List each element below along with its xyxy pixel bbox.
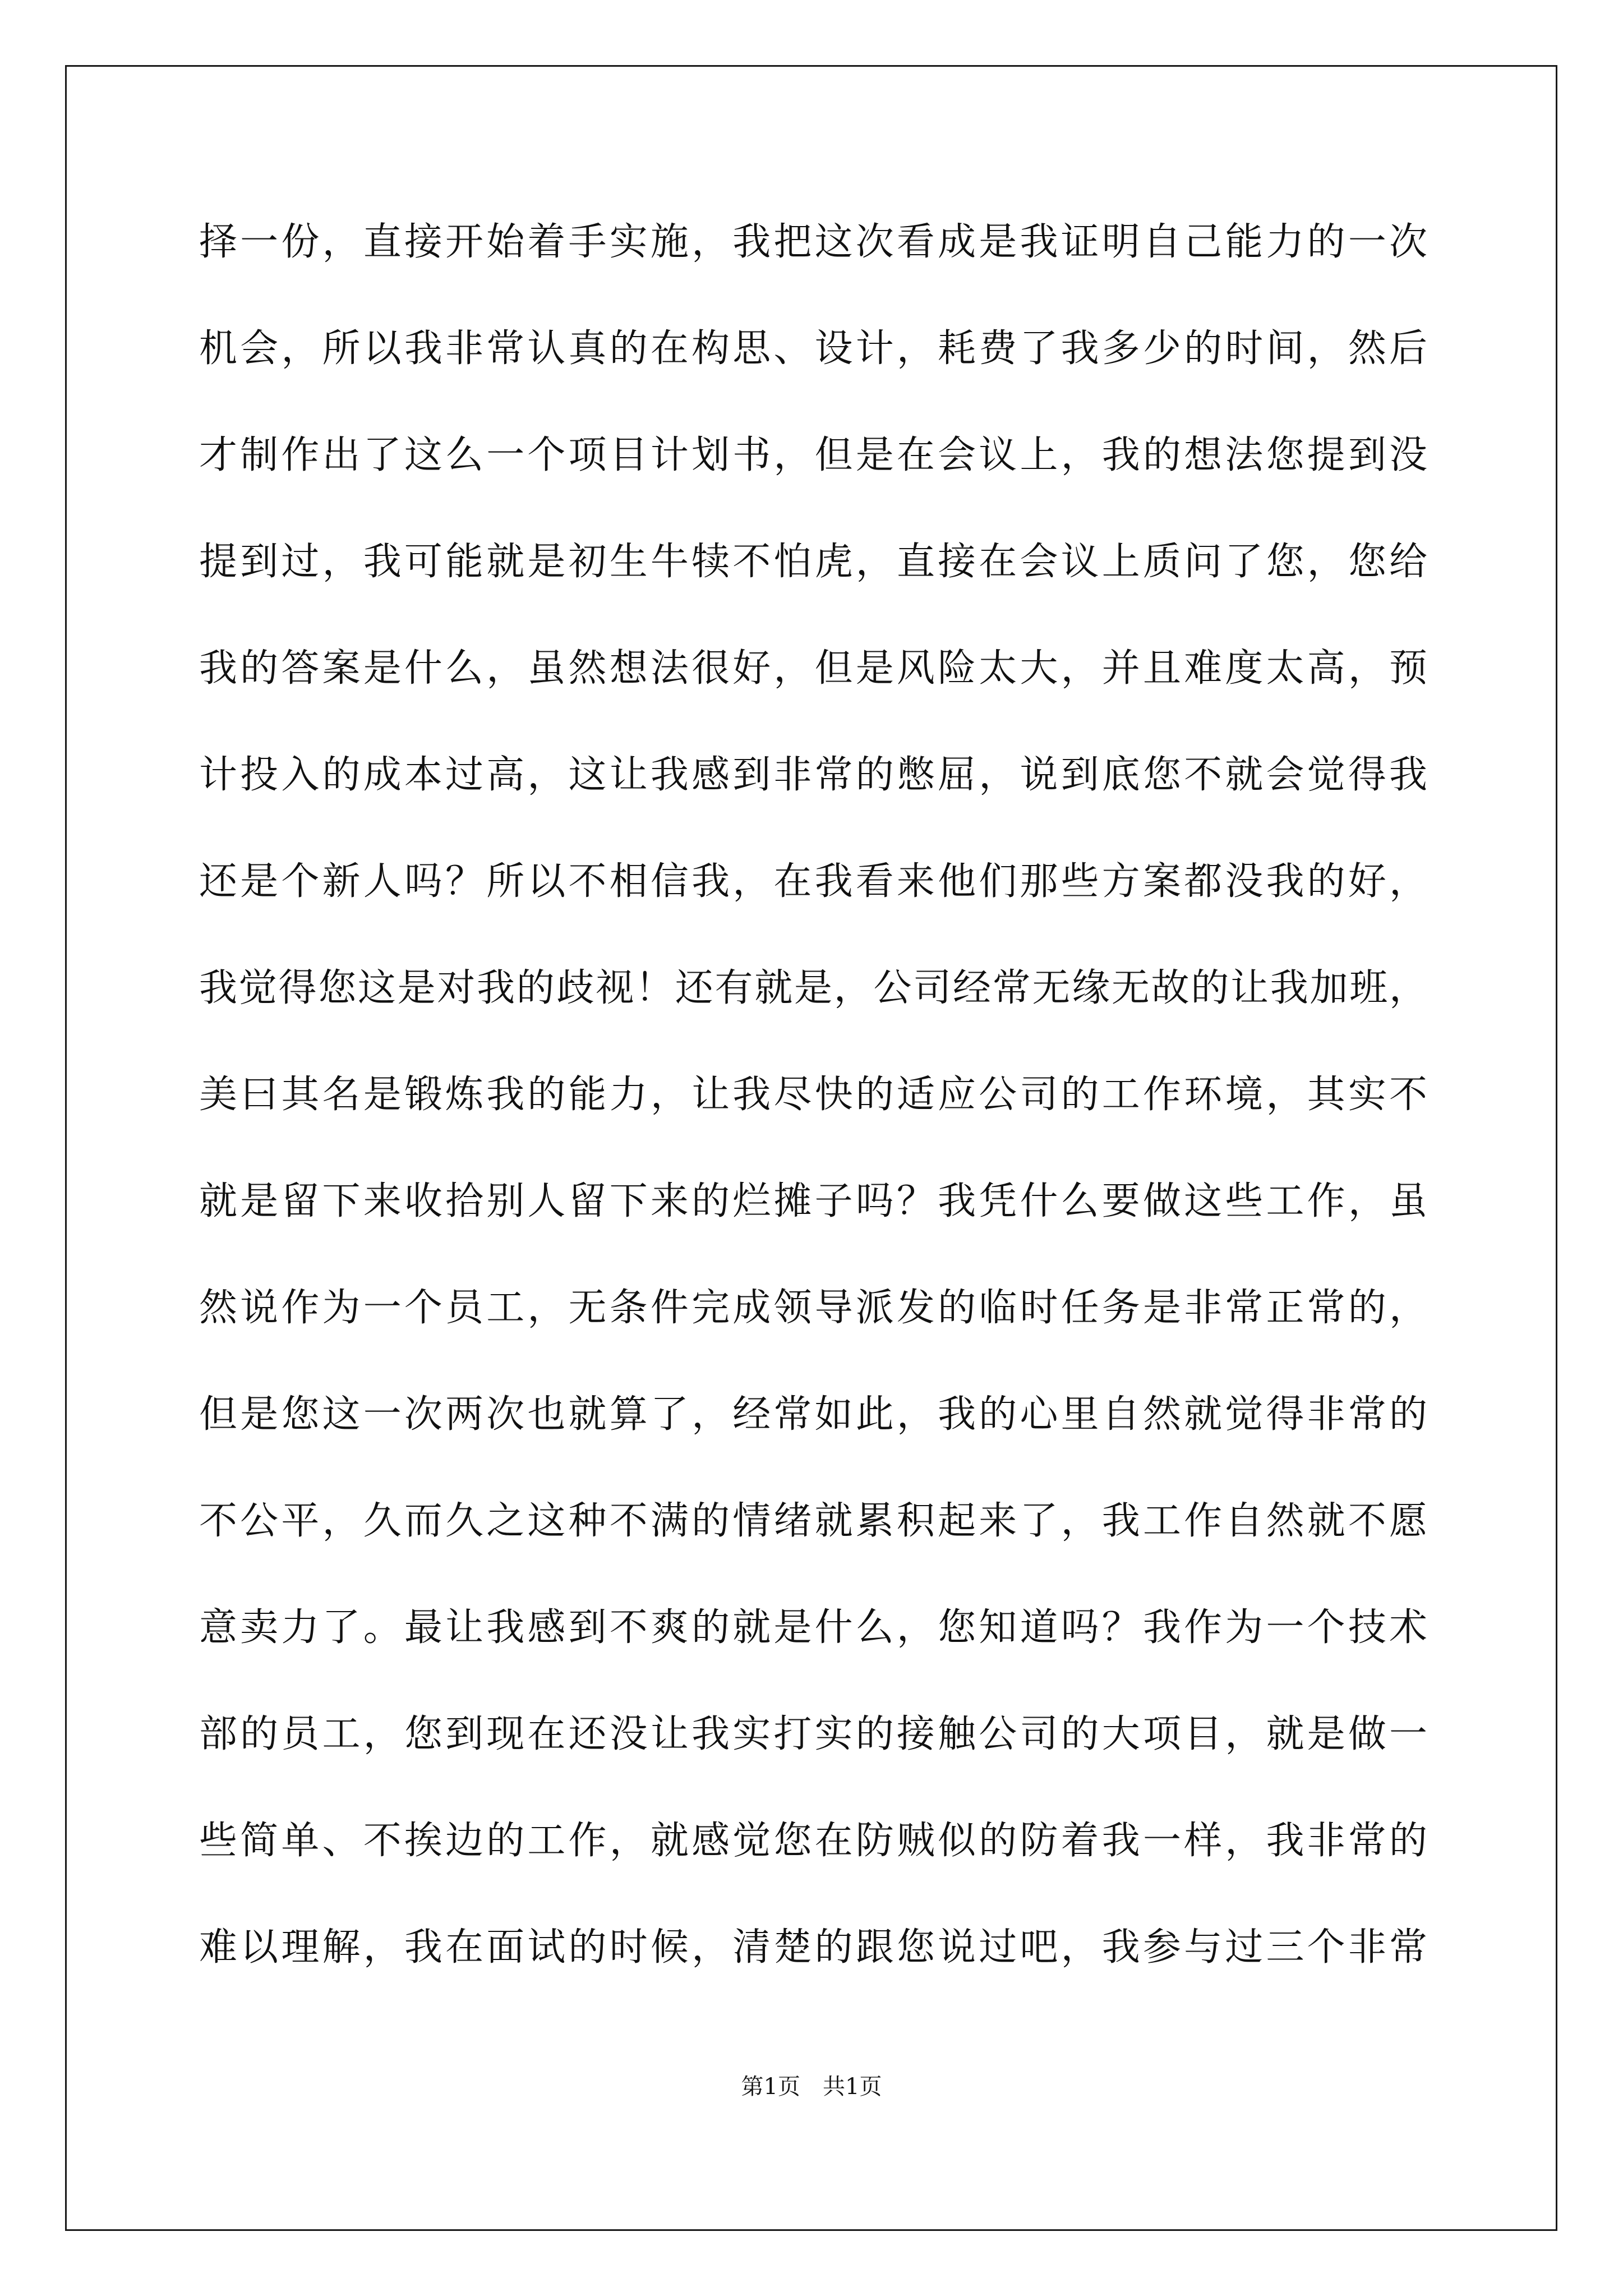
text-line: 美曰其名是锻炼我的能力，让我尽快的适应公司的工作环境，其实不 [199,1073,1427,1117]
text-line: 难以理解，我在面试的时候，清楚的跟您说过吧，我参与过三个非常 [199,1925,1427,1970]
text-line: 然说作为一个员工，无条件完成领导派发的临时任务是非常正常的， [199,1286,1427,1330]
page-number: 第1页 共1页 [741,2074,882,2100]
text-line: 意卖力了。最让我感到不爽的就是什么，您知道吗？我作为一个技术 [199,1605,1427,1650]
text-line: 才制作出了这么一个项目计划书，但是在会议上，我的想法您提到没 [199,433,1427,477]
text-line: 机会，所以我非常认真的在构思、设计，耗费了我多少的时间，然后 [199,326,1427,371]
text-line: 计投入的成本过高，这让我感到非常的憋屈，说到底您不就会觉得我 [199,753,1427,797]
document-body [199,214,1427,2026]
text-line: 我觉得您这是对我的歧视！还有就是，公司经常无缘无故的让我加班， [199,966,1427,1010]
text-line: 择一份，直接开始着手实施，我把这次看成是我证明自己能力的一次 [199,220,1427,264]
page-footer [0,2069,1623,2101]
text-line: 就是留下来收拾别人留下来的烂摊子吗？我凭什么要做这些工作，虽 [199,1179,1427,1223]
text-line: 些简单、不挨边的工作，就感觉您在防贼似的防着我一样，我非常的 [199,1819,1427,1863]
text-line: 不公平，久而久之这种不满的情绪就累积起来了，我工作自然就不愿 [199,1499,1427,1543]
text-line: 提到过，我可能就是初生牛犊不怕虎，直接在会议上质问了您，您给 [199,540,1427,584]
text-line: 还是个新人吗？所以不相信我，在我看来他们那些方案都没我的好， [199,859,1427,904]
text-line: 但是您这一次两次也就算了，经常如此，我的心里自然就觉得非常的 [199,1392,1427,1437]
text-line: 我的答案是什么，虽然想法很好，但是风险太大，并且难度太高，预 [199,646,1427,691]
text-line: 部的员工，您到现在还没让我实打实的接触公司的大项目，就是做一 [199,1712,1427,1756]
